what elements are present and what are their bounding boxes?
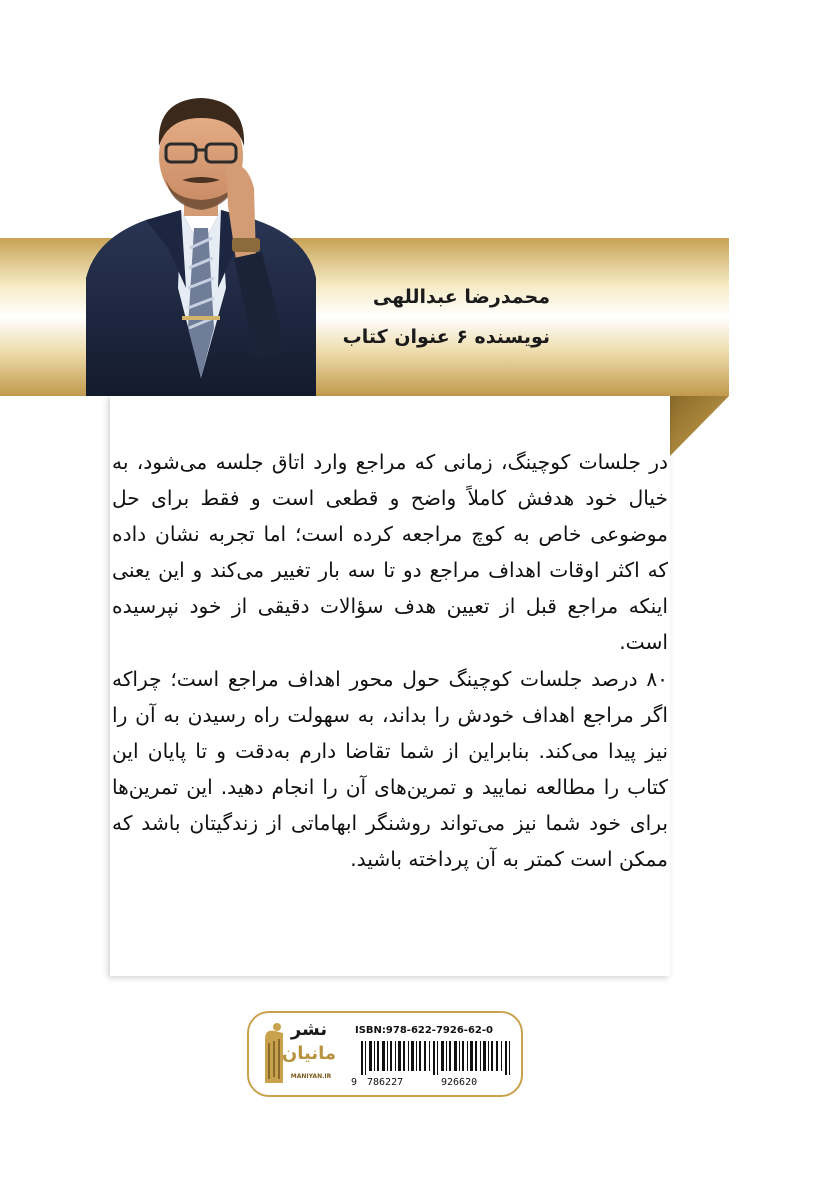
paragraph-1: در جلسات کوچینگ، زمانی که مراجع وارد اتاق جلسه می‌شود، به خیال خود هدفش کاملاً واضح و قطعی است و فقط برای حل موضوعی خاص به کوچ مراجعه کرده است؛ اما تجربه نشان داده که اکثر اوقات اهداف مراجع دو تا سه بار تغییر می‌کند و این یعنی اینکه مراجع قبل از تعیین هدف سؤالات دقیقی از خود نپرسیده است. xyxy=(112,450,668,655)
banner-fold xyxy=(670,396,729,456)
barcode-digit-first: 9 xyxy=(351,1077,358,1088)
author-role: نویسنده ۶ عنوان کتاب xyxy=(342,326,550,348)
barcode-digits-group2: 926620 xyxy=(441,1077,478,1088)
barcode-digits-group1: 786227 xyxy=(367,1077,404,1088)
author-name: محمدرضا عبداللهی xyxy=(372,286,550,308)
publisher-name-line2: مانیان xyxy=(281,1043,337,1064)
publisher-name-line1: نشر xyxy=(290,1019,328,1040)
isbn-label: ISBN:978-622-7926-62-0 xyxy=(355,1025,493,1036)
body-text xyxy=(112,444,668,877)
barcode-icon xyxy=(359,1041,515,1075)
author-photo xyxy=(86,88,316,396)
publisher-website: MANIYAN.IR xyxy=(290,1073,332,1080)
paragraph-2: ۸۰ درصد جلسات کوچینگ حول محور اهداف مراجع است؛ چراکه اگر مراجع اهداف خودش را بداند، به سهولت راه رسیدن به آن را نیز پیدا می‌کند. بنابراین از شما تقاضا دارم به‌دقت و تا پایان این کتاب را مطالعه نمایید و تمرین‌های آن را انجام دهید. این تمرین‌ها برای خود شما نیز می‌تواند روشنگر ابهاماتی از زندگیتان باشد که ممکن است کمتر به آن پرداخته باشید. xyxy=(112,666,668,872)
publisher-isbn-box xyxy=(247,1011,523,1097)
